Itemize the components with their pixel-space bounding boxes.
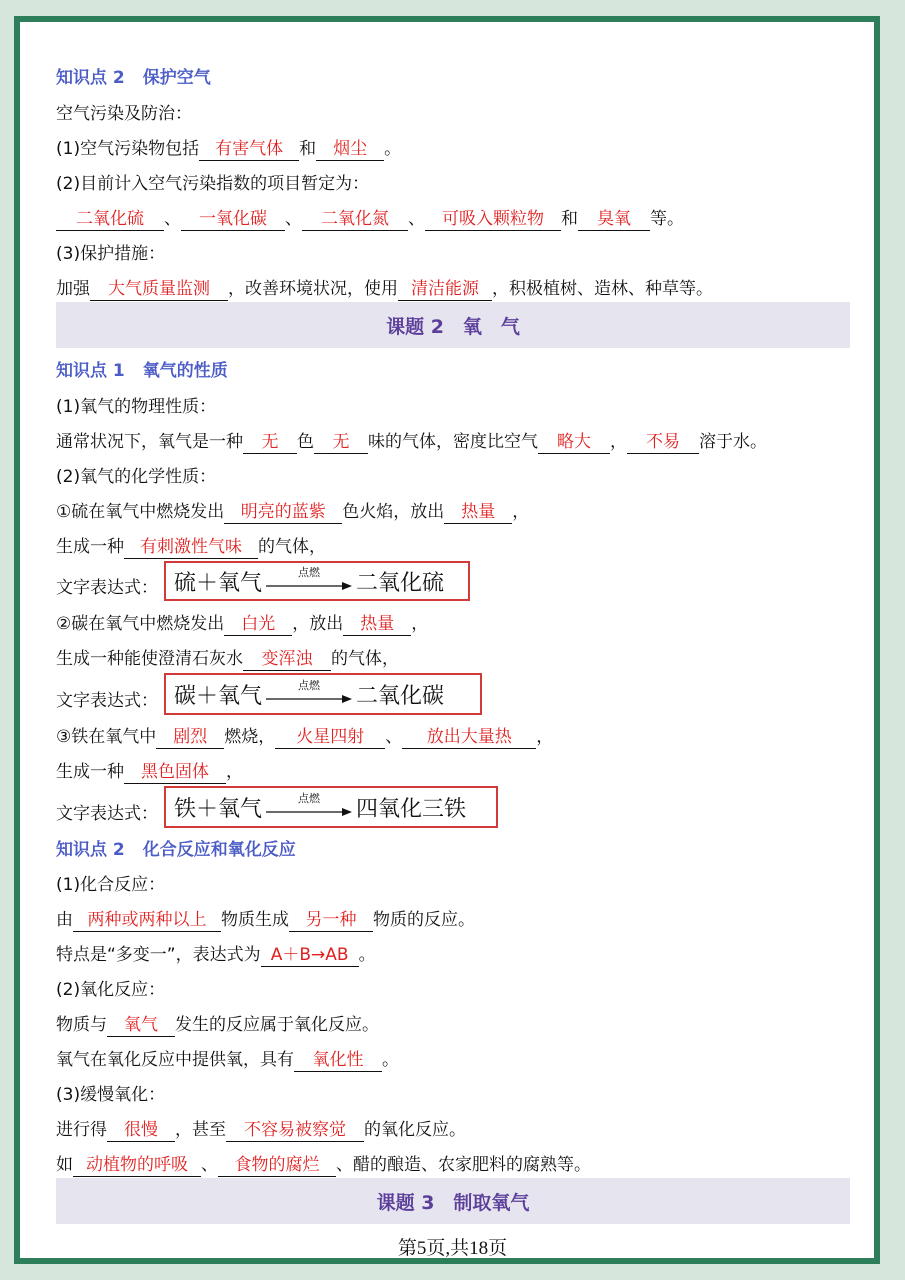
text-line: (1)空气污染物包括 有害气体 和 烟尘 。	[56, 139, 402, 159]
answer-blank: 黑色固体	[124, 761, 226, 784]
section-label: 知识点 1	[56, 361, 125, 381]
section-title: 保护空气	[142, 68, 211, 88]
text-line: (2)氧化反应：	[56, 980, 166, 1000]
answer-blank: 氧气	[107, 1014, 175, 1037]
equation-box	[164, 561, 470, 601]
section-label: 知识点 2	[56, 840, 125, 860]
answer-blank: 清洁能源	[398, 278, 492, 301]
answer-blank: 无	[314, 431, 368, 454]
text-line: (2)目前计入空气污染指数的项目暂定为：	[56, 174, 370, 194]
answer-blank: 动植物的呼吸	[73, 1154, 201, 1177]
equation-reactants: 铁＋氧气	[174, 796, 263, 822]
answer-blank: 有刺激性气味	[124, 536, 258, 559]
text-line: 进行得 很慢 ，甚至 不容易被察觉 的氧化反应。	[56, 1120, 466, 1140]
text-line: 氧气在氧化反应中提供氧，具有 氧化性 。	[56, 1050, 399, 1070]
equation-reactants: 碳＋氧气	[174, 683, 263, 709]
answer-blank: 二氧化氮	[302, 208, 408, 231]
text-line: (3)保护措施：	[56, 244, 166, 264]
answer-blank: 热量	[444, 501, 512, 524]
text-line: 空气污染及防治：	[56, 104, 192, 124]
equation-reactants: 硫＋氧气	[174, 570, 263, 596]
equation-product: 四氧化三铁	[356, 796, 467, 822]
text-line: (1)氧气的物理性质：	[56, 397, 217, 417]
answer-blank: 烟尘	[316, 138, 384, 161]
text-line: 由 两种或两种以上 物质生成 另一种 物质的反应。	[56, 910, 475, 930]
section-title: 氧气的性质	[142, 361, 228, 381]
answer-blank: 大气质量监测	[90, 278, 228, 301]
text-line: ③铁在氧气中 剧烈 燃烧， 火星四射 、 放出大量热 ，	[56, 727, 554, 747]
answer-blank: 火星四射	[275, 726, 385, 749]
text-line: 二氧化硫 、 一氧化碳 、 二氧化氮 、 可吸入颗粒物 和 臭氧 等。	[56, 207, 684, 231]
answer-blank: 略大	[538, 431, 610, 454]
answer-blank: 剧烈	[156, 726, 224, 749]
equation-box	[164, 786, 498, 828]
answer-blank: 不容易被察觉	[226, 1119, 364, 1142]
text-line: 加强 大气质量监测 ，改善环境状况，使用 清洁能源 ，积极植树、造林、种草等。	[56, 279, 713, 299]
equation-box	[164, 673, 482, 715]
answer-blank: 氧化性	[294, 1049, 382, 1072]
answer-blank: 热量	[343, 613, 411, 636]
answer-blank: 无	[243, 431, 297, 454]
answer-blank: 不易	[627, 431, 699, 454]
text-line: 如 动植物的呼吸 、 食物的腐烂 、醋的酿造、农家肥料的腐熟等。	[56, 1155, 591, 1175]
topic-band: 课题 2 氧 气	[56, 302, 850, 348]
section-heading	[56, 66, 211, 90]
section-heading	[56, 838, 296, 862]
answer-blank: 二氧化硫	[56, 208, 164, 231]
answer-blank: 白光	[224, 613, 292, 636]
expression-label: 文字表达式：	[56, 691, 158, 711]
answer-blank: 食物的腐烂	[218, 1154, 336, 1177]
answer-blank: 放出大量热	[402, 726, 536, 749]
text-line: 生成一种 黑色固体 ，	[56, 762, 243, 782]
answer-blank: 一氧化碳	[181, 208, 285, 231]
answer-blank: 明亮的蓝紫	[224, 501, 342, 524]
answer-blank: 可吸入颗粒物	[425, 208, 561, 231]
section-heading	[56, 359, 228, 383]
expression-label: 文字表达式：	[56, 578, 158, 598]
expression-label: 文字表达式：	[56, 804, 158, 824]
answer-blank: A＋B→AB	[261, 944, 359, 967]
equation-product: 二氧化硫	[356, 570, 445, 596]
text-line: 生成一种能使澄清石灰水 变浑浊 的气体，	[56, 649, 399, 669]
text-line: 生成一种 有刺激性气味 的气体，	[56, 537, 326, 557]
text-line: 物质与 氧气 发生的反应属于氧化反应。	[56, 1015, 379, 1035]
answer-blank: 两种或两种以上	[73, 909, 221, 932]
page-number: 第5页,共18页	[397, 1238, 508, 1259]
reaction-arrow	[266, 566, 352, 592]
reaction-condition: 点燃	[298, 679, 321, 692]
reaction-condition: 点燃	[298, 792, 321, 805]
text-line: 通常状况下，氧气是一种 无 色 无 味的气体，密度比空气 略大 ， 不易 溶于水。	[56, 432, 767, 452]
text-line: ②碳在氧气中燃烧发出 白光 ，放出 热量 ，	[56, 614, 429, 634]
answer-blank: 臭氧	[578, 208, 650, 231]
reaction-condition: 点燃	[298, 566, 321, 579]
answer-blank: 变浑浊	[243, 648, 331, 671]
reaction-arrow	[266, 792, 352, 818]
text-line: (1)化合反应：	[56, 875, 166, 895]
answer-blank: 另一种	[289, 909, 373, 932]
section-label: 知识点 2	[56, 68, 125, 88]
answer-blank: 很慢	[107, 1119, 175, 1142]
answer-blank: 有害气体	[199, 138, 299, 161]
text-line: (3)缓慢氧化：	[56, 1085, 166, 1105]
equation-product: 二氧化碳	[356, 683, 445, 709]
reaction-arrow	[266, 679, 352, 705]
topic-band: 课题 3 制取氧气	[56, 1178, 850, 1224]
text-line: 特点是“多变一”，表达式为 A＋B→AB 。	[56, 945, 376, 965]
text-line: ①硫在氧气中燃烧发出 明亮的蓝紫 色火焰，放出 热量 ，	[56, 502, 530, 522]
section-title: 化合反应和氧化反应	[142, 840, 296, 860]
text-line: (2)氧气的化学性质：	[56, 467, 217, 487]
